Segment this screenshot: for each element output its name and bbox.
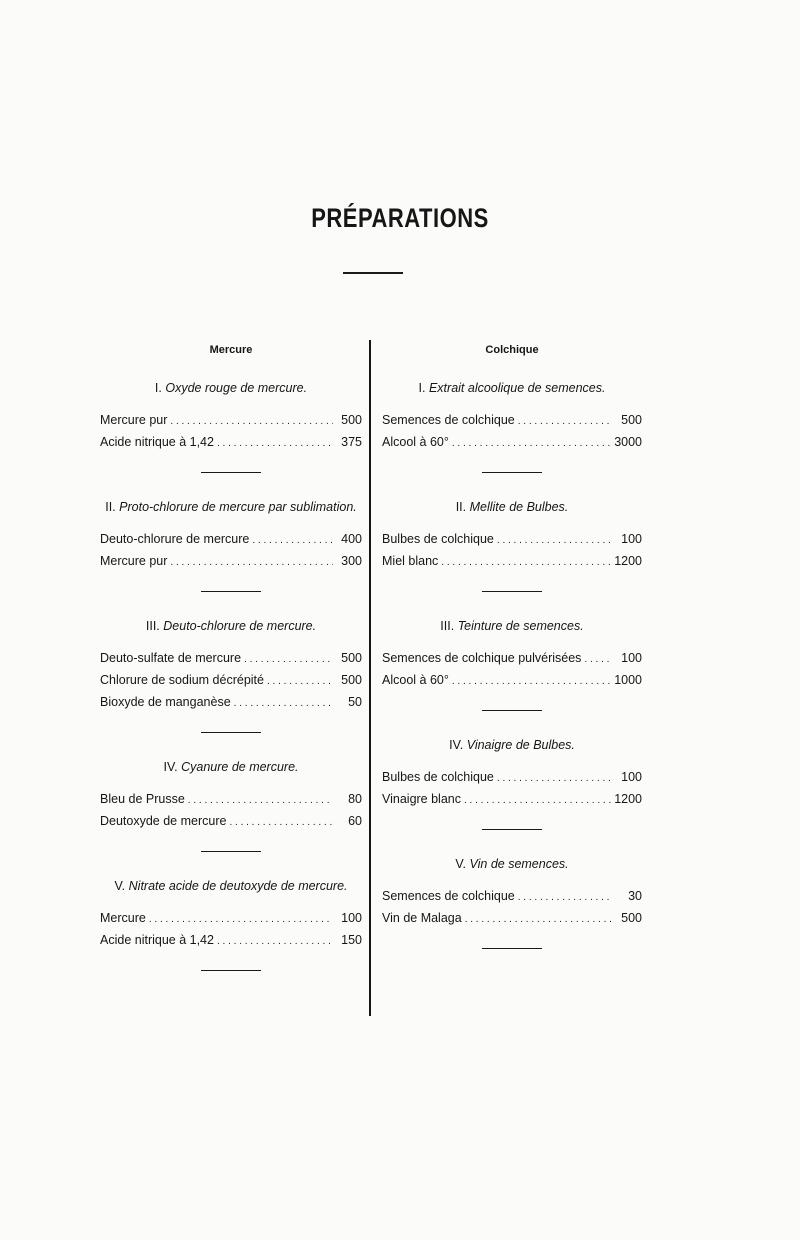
ingredient-row	[382, 908, 642, 930]
ingredient-quantity: 500	[341, 651, 362, 665]
ingredient-quantity: 100	[621, 770, 642, 784]
ingredient-row	[100, 930, 362, 952]
recipe-name: Vin de semences.	[469, 857, 569, 871]
recipe-name: Cyanure de mercure.	[181, 760, 299, 774]
ingredient-quantity: 400	[341, 532, 362, 546]
recipe-title	[100, 759, 362, 775]
ingredient-name: Miel blanc	[382, 554, 439, 568]
recipe-number: V.	[455, 857, 467, 871]
recipe-name: Deuto-chlorure de mercure.	[163, 619, 317, 633]
dot-leader	[149, 908, 333, 930]
dot-leader	[229, 811, 333, 833]
recipe-section	[382, 499, 642, 592]
dot-leader	[497, 767, 613, 789]
section-separator	[482, 472, 542, 473]
ingredient-name: Mercure	[100, 911, 146, 925]
recipe-title	[382, 737, 642, 753]
recipe-number: III.	[440, 619, 455, 633]
recipe-ingredients	[382, 767, 642, 811]
recipe-title	[382, 499, 642, 515]
dot-leader	[441, 551, 611, 573]
ingredient-name: Bulbes de colchique	[382, 532, 494, 546]
dot-leader	[464, 789, 611, 811]
recipe-section	[100, 499, 362, 592]
recipe-name: Proto-chlorure de mercure par sublimation.	[119, 500, 357, 514]
recipe-title	[100, 618, 362, 634]
recipe-name: Nitrate acide de deutoxyde de mercure.	[128, 879, 348, 893]
dot-leader	[518, 886, 613, 908]
recipe-ingredients	[382, 886, 642, 930]
ingredient-quantity: 500	[341, 413, 362, 427]
ingredient-quantity: 3000	[614, 435, 642, 449]
recipe-ingredients	[100, 410, 362, 454]
dot-leader	[234, 692, 333, 714]
ingredient-name: Alcool à 60°	[382, 435, 449, 449]
recipe-title	[382, 856, 642, 872]
ingredient-name: Deuto-chlorure de mercure	[100, 532, 250, 546]
recipe-number: I.	[154, 381, 162, 395]
ingredient-name: Vinaigre blanc	[382, 792, 461, 806]
ingredient-row	[100, 811, 362, 833]
ingredient-quantity: 150	[341, 933, 362, 947]
ingredient-quantity: 500	[341, 673, 362, 687]
recipe-number: II.	[455, 500, 467, 514]
ingredient-name: Mercure pur	[100, 413, 168, 427]
section-separator	[201, 732, 261, 733]
recipe-ingredients	[382, 648, 642, 692]
ingredient-name: Acide nitrique à 1,42	[100, 933, 214, 947]
column-divider	[369, 340, 371, 1016]
recipe-ingredients	[100, 529, 362, 573]
recipe-ingredients	[100, 908, 362, 952]
section-separator	[482, 710, 542, 711]
ingredient-name: Deuto-sulfate de mercure	[100, 651, 242, 665]
left-column-heading: Mercure	[209, 344, 253, 356]
recipe-name: Extrait alcoolique de semences.	[428, 381, 606, 395]
left-column	[100, 340, 362, 971]
recipe-section	[382, 856, 642, 949]
recipe-section	[100, 878, 362, 971]
dot-leader	[452, 432, 611, 454]
section-separator	[482, 829, 542, 830]
ingredient-row	[382, 529, 642, 551]
recipe-title	[100, 380, 362, 396]
section-separator	[482, 948, 542, 949]
dot-leader	[244, 648, 333, 670]
ingredient-row	[100, 551, 362, 573]
ingredient-row	[100, 670, 362, 692]
recipe-name: Oxyde rouge de mercure.	[165, 381, 308, 395]
section-separator	[482, 591, 542, 592]
title-rule	[343, 272, 403, 274]
dot-leader	[497, 529, 613, 551]
recipe-title	[382, 618, 642, 634]
ingredient-quantity: 1200	[614, 792, 642, 806]
dot-leader	[267, 670, 333, 692]
recipe-title	[100, 878, 362, 894]
recipe-name: Teinture de semences.	[457, 619, 584, 633]
ingredient-row	[382, 648, 642, 670]
recipe-title	[100, 499, 362, 515]
section-separator	[201, 851, 261, 852]
recipe-section	[382, 737, 642, 830]
ingredient-row	[382, 432, 642, 454]
ingredient-name: Chlorure de sodium décrépité	[100, 673, 264, 687]
recipe-number: I.	[418, 381, 426, 395]
ingredient-name: Alcool à 60°	[382, 673, 449, 687]
ingredient-row	[100, 432, 362, 454]
ingredient-quantity: 500	[621, 413, 642, 427]
dot-leader	[584, 648, 613, 670]
recipe-name: Vinaigre de Bulbes.	[466, 738, 575, 752]
ingredient-name: Bioxyde de manganèse	[100, 695, 231, 709]
dot-leader	[217, 432, 333, 454]
ingredient-name: Bleu de Prusse	[100, 792, 185, 806]
ingredient-row	[382, 886, 642, 908]
ingredient-name: Mercure pur	[100, 554, 168, 568]
ingredient-row	[382, 789, 642, 811]
recipe-section	[100, 759, 362, 852]
ingredient-row	[382, 551, 642, 573]
recipe-number: IV.	[449, 738, 464, 752]
recipe-ingredients	[100, 789, 362, 833]
ingredient-quantity: 500	[621, 911, 642, 925]
section-separator	[201, 472, 261, 473]
recipe-title	[382, 380, 642, 396]
ingredient-row	[382, 670, 642, 692]
section-separator	[201, 591, 261, 592]
recipe-number: II.	[105, 500, 116, 514]
ingredient-name: Acide nitrique à 1,42	[100, 435, 214, 449]
dot-leader	[170, 551, 333, 573]
dot-leader	[252, 529, 333, 551]
ingredient-quantity: 80	[348, 792, 362, 806]
right-column-heading: Colchique	[485, 344, 539, 356]
ingredient-name: Deutoxyde de mercure	[100, 814, 227, 828]
recipe-section	[382, 618, 642, 711]
recipe-ingredients	[100, 648, 362, 714]
recipe-number: IV.	[163, 760, 178, 774]
dot-leader	[188, 789, 333, 811]
ingredient-row	[100, 692, 362, 714]
ingredient-row	[382, 767, 642, 789]
ingredient-name: Semences de colchique	[382, 889, 515, 903]
ingredient-quantity: 30	[628, 889, 642, 903]
ingredient-name: Vin de Malaga	[382, 911, 462, 925]
recipe-number: III.	[145, 619, 160, 633]
dot-leader	[518, 410, 613, 432]
right-column	[382, 340, 642, 949]
ingredient-quantity: 100	[341, 911, 362, 925]
dot-leader	[217, 930, 333, 952]
ingredient-row	[100, 648, 362, 670]
dot-leader	[452, 670, 611, 692]
ingredient-quantity: 100	[621, 651, 642, 665]
ingredient-row	[100, 908, 362, 930]
ingredient-quantity: 100	[621, 532, 642, 546]
dot-leader	[465, 908, 613, 930]
ingredient-name: Semences de colchique	[382, 413, 515, 427]
ingredient-row	[100, 410, 362, 432]
ingredient-row	[100, 529, 362, 551]
ingredient-quantity: 50	[348, 695, 362, 709]
ingredient-row	[382, 410, 642, 432]
recipe-section	[382, 380, 642, 473]
dot-leader	[170, 410, 333, 432]
ingredient-row	[100, 789, 362, 811]
recipe-section	[100, 380, 362, 473]
ingredient-quantity: 1000	[614, 673, 642, 687]
recipe-ingredients	[382, 529, 642, 573]
ingredient-quantity: 1200	[614, 554, 642, 568]
ingredient-name: Semences de colchique pulvérisées	[382, 651, 582, 665]
recipe-number: V.	[114, 879, 126, 893]
recipe-name: Mellite de Bulbes.	[469, 500, 569, 514]
recipe-ingredients	[382, 410, 642, 454]
page-title: PRÉPARATIONS	[311, 203, 489, 233]
ingredient-quantity: 60	[348, 814, 362, 828]
ingredient-name: Bulbes de colchique	[382, 770, 494, 784]
section-separator	[201, 970, 261, 971]
recipe-section	[100, 618, 362, 733]
ingredient-quantity: 375	[341, 435, 362, 449]
ingredient-quantity: 300	[341, 554, 362, 568]
